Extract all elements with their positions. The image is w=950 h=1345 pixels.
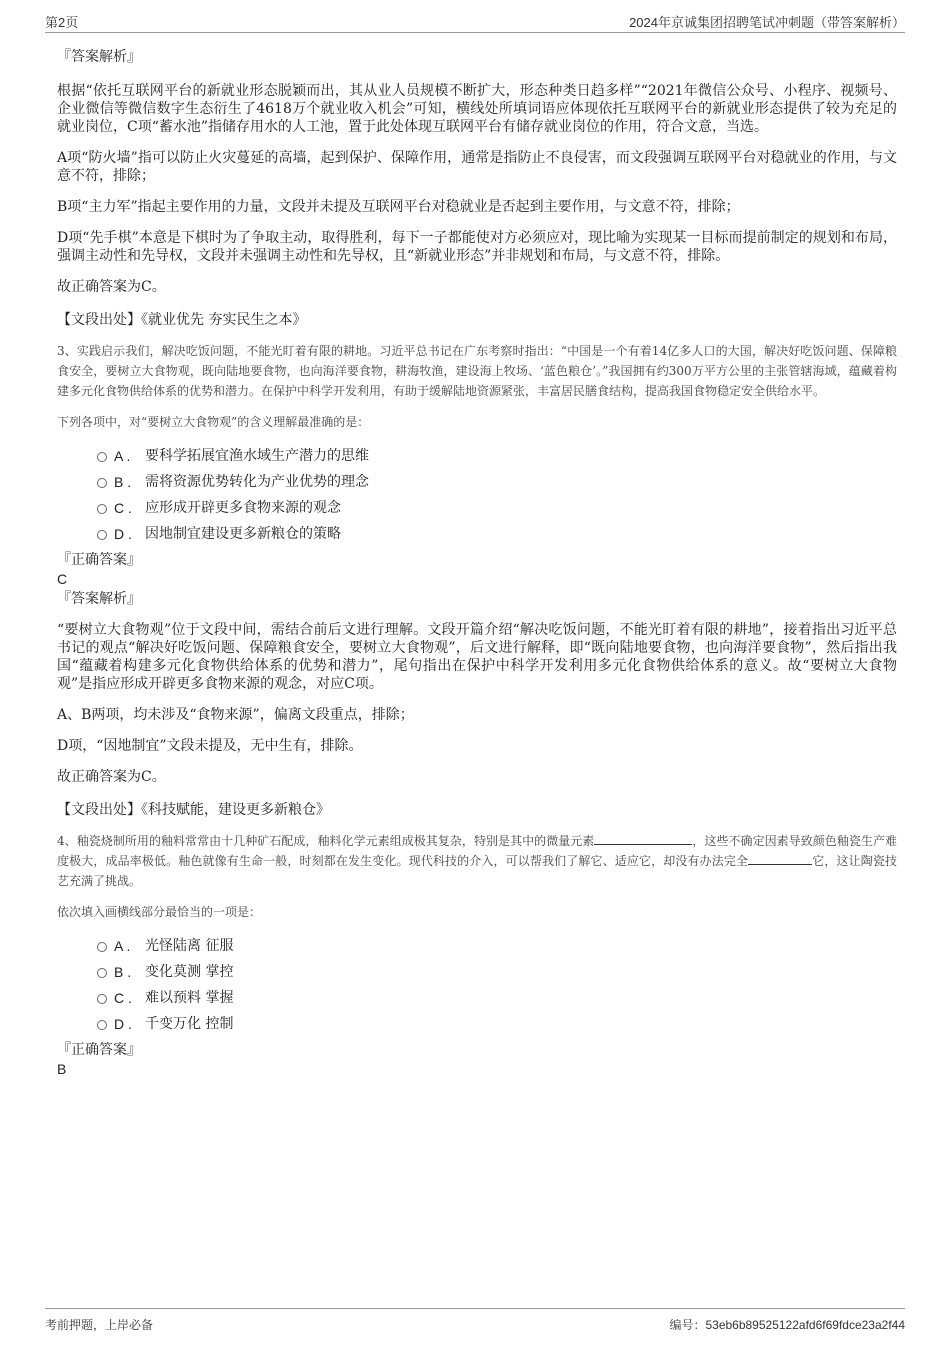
analysis-label: 『答案解析』: [57, 591, 141, 607]
analysis-conclusion: 故正确答案为C。: [57, 769, 166, 785]
question-prompt: 依次填入画横线部分最恰当的一项是：: [57, 905, 262, 919]
source-citation: 【文段出处】《就业优先 夯实民生之本》: [57, 312, 307, 328]
page-footer: [45, 1308, 905, 1333]
question-prompt: 下列各项中，对“要树立大食物观”的含义理解最准确的是：: [57, 415, 370, 429]
option-c[interactable]: C . 应形成开辟更多食物来源的观念: [57, 495, 897, 521]
radio-icon[interactable]: [97, 942, 107, 952]
option-a[interactable]: A . 光怪陆离 征服: [57, 933, 897, 959]
analysis-paragraph: D项“先手棋”本意是下棋时为了争取主动，取得胜利，每下一子都能使对方必须应对，现比喻为实现某一目标而提前制定的规划和布局，强调主动性和先导权，文段并未强调主动性和先导权，且“新就业形态”并非规划和布局，与文意不符，排除。: [57, 230, 897, 264]
radio-icon[interactable]: [97, 452, 107, 462]
radio-icon[interactable]: [97, 994, 107, 1004]
correct-answer-value: B: [57, 1061, 67, 1077]
option-b[interactable]: B . 变化莫测 掌控: [57, 959, 897, 985]
question-text: 4、釉瓷烧制所用的釉料常常由十几种矿石配成，釉料化学元素组成极其复杂，特别是其中的微量元素 ，这些不确定因素导致颜色釉瓷生产难度极大，成品率极低。釉色就像有生命一般，时刻都在发生变化。现代科技的介入，可以帮我们了解它、适应它，却没有办法完全 它，这让陶瓷技艺充满了挑战。: [57, 834, 897, 888]
radio-icon[interactable]: [97, 968, 107, 978]
analysis-label: 『答案解析』: [57, 49, 141, 65]
analysis-paragraph: B项“主力军”指起主要作用的力量，文段并未提及互联网平台对稳就业是否起到主要作用，与文意不符，排除；: [57, 199, 740, 215]
document-code: 编号：53eb6b89525122afd6f69fdce23a2f44: [669, 1318, 905, 1332]
analysis-conclusion: 故正确答案为C。: [57, 279, 166, 295]
correct-answer-label: 『正确答案』: [57, 1042, 141, 1058]
correct-answer-value: C: [57, 571, 68, 587]
correct-answer-label: 『正确答案』: [57, 552, 141, 568]
analysis-paragraph: D项，“因地制宜”文段未提及，无中生有，排除。: [57, 738, 363, 754]
radio-icon[interactable]: [97, 530, 107, 540]
radio-icon[interactable]: [97, 504, 107, 514]
radio-icon[interactable]: [97, 478, 107, 488]
document-title: 2024年京诚集团招聘笔试冲刺题（带答案解析）: [629, 15, 905, 30]
question-text: 3、实践启示我们，解决吃饭问题，不能光盯着有限的耕地。习近平总书记在广东考察时指出：“中国是一个有着14亿多人口的大国，解决好吃饭问题、保障粮食安全，要树立大食物观，既向陆地要食物，也向海洋要食物，耕海牧渔，建设海上牧场、‘蓝色粮仓’。”我国拥有约300万平方公里的主张管辖海域，蕴藏着构建多元化食物供给体系的优势和潜力。在保护中科学开发利用，有助于缓解陆地资源紧张，丰富居民膳食结构，提高我国食物稳定安全供给水平。: [57, 344, 897, 398]
analysis-paragraph: 根据“依托互联网平台的新就业形态脱颖而出，其从业人员规模不断扩大，形态种类日趋多样”“2021年微信公众号、小程序、视频号、企业微信等微信数字生态衍生了4618万个就业收入机会”可知，横线处所填词语应体现依托互联网平台的新就业形态提供了较为充足的就业岗位，C项“蓄水池”指储存用水的人工池，置于此处体现互联网平台有储存就业岗位的作用，符合文意，当选。: [57, 83, 897, 135]
page-number: 第2页: [45, 15, 79, 30]
radio-icon[interactable]: [97, 1020, 107, 1030]
footer-slogan: 考前押题，上岸必备: [45, 1318, 154, 1332]
fill-blank: [748, 852, 812, 865]
option-list: [57, 443, 897, 547]
analysis-paragraph: “要树立大食物观”位于文段中间，需结合前后文进行理解。文段开篇介绍“解决吃饭问题，不能光盯着有限的耕地”，接着指出习近平总书记的观点“解决好吃饭问题、保障粮食安全，要树立大食物观”，后文进行解释，即“既向陆地要食物，也向海洋要食物”，然后指出我国“蕴藏着构建多元化食物供给体系的优势和潜力”，尾句指出在保护中科学开发利用多元化食物供给体系的意义。故“要树立大食物观”是指应形成开辟更多食物来源的观念，对应C项。: [57, 622, 897, 692]
option-a[interactable]: A . 要科学拓展宜渔水域生产潜力的思维: [57, 443, 897, 469]
option-list: [57, 933, 897, 1037]
fill-blank: [594, 832, 692, 845]
option-b[interactable]: B . 需将资源优势转化为产业优势的理念: [57, 469, 897, 495]
source-citation: 【文段出处】《科技赋能，建设更多新粮仓》: [57, 802, 330, 818]
analysis-paragraph: A项“防火墙”指可以防止火灾蔓延的高墙，起到保护、保障作用，通常是指防止不良侵害，而文段强调互联网平台对稳就业的作用，与文意不符，排除；: [57, 150, 897, 184]
option-d[interactable]: D . 因地制宜建设更多新粮仓的策略: [57, 521, 897, 547]
analysis-paragraph: A、B两项，均未涉及“食物来源”，偏离文段重点，排除；: [57, 707, 414, 723]
option-c[interactable]: C . 难以预料 掌握: [57, 985, 897, 1011]
option-d[interactable]: D . 千变万化 控制: [57, 1011, 897, 1037]
main-content: [57, 44, 897, 1078]
page-header: [45, 12, 905, 33]
